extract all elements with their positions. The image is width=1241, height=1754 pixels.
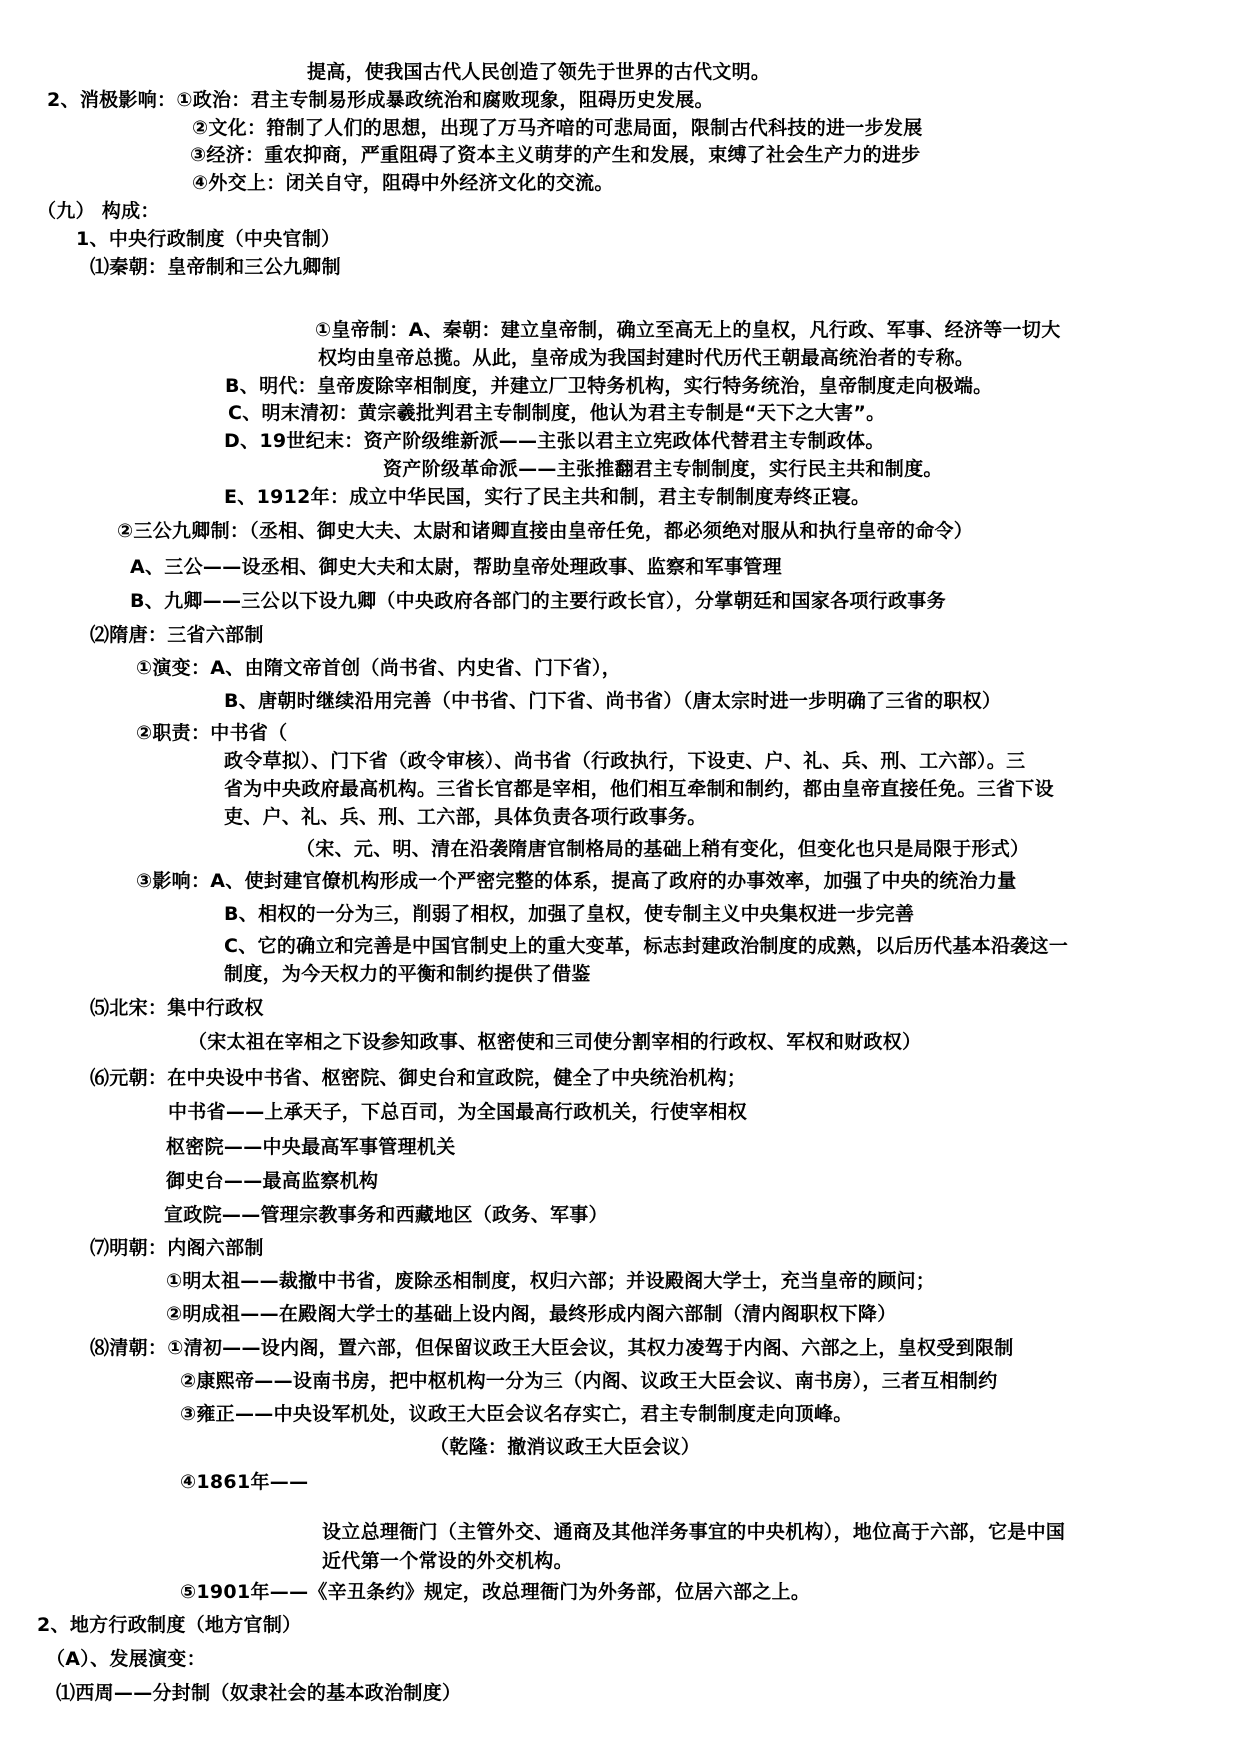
text-line: ④1861年—— <box>180 1471 309 1493</box>
text-line: 设立总理衙门（主管外交、通商及其他洋务事宜的中央机构），地位高于六部，它是中国 <box>322 1521 1066 1543</box>
text-line: （宋太祖在宰相之下设参知政事、枢密使和三司使分割宰相的行政权、军权和财政权） <box>188 1031 922 1053</box>
text-line: D、19世纪末：资产阶级维新派——主张以君主立宪政体代替君主专制政体。 <box>224 430 885 452</box>
text-line: （A）、发展演变： <box>46 1648 206 1670</box>
text-line: （乾隆：撤消议政王大臣会议） <box>430 1436 701 1458</box>
text-line: ②康熙帝——设南书房，把中枢机构一分为三（内阁、议政王大臣会议、南书房），三者互相制约 <box>180 1370 998 1392</box>
text-line: C、它的确立和完善是中国官制史上的重大变革，标志封建政治制度的成熟，以后历代基本沿袭这一 <box>224 935 1069 957</box>
text-line: C、明末清初：黄宗羲批判君主专制制度，他认为君主专制是“天下之大害”。 <box>228 402 886 424</box>
text-line: 权均由皇帝总揽。从此，皇帝成为我国封建时代历代王朝最高统治者的专称。 <box>318 347 975 369</box>
text-line: ②三公九卿制：（丞相、御史大夫、太尉和诸卿直接由皇帝任免，都必须绝对服从和执行皇帝的命令） <box>117 520 974 542</box>
text-line: ①明太祖——裁撤中书省，废除丞相制度，权归六部；并设殿阁大学士，充当皇帝的顾问； <box>166 1270 936 1292</box>
text-line: 宣政院——管理宗教事务和西藏地区（政务、军事） <box>164 1204 608 1226</box>
text-line: 省为中央政府最高机构。三省长官都是宰相，他们相互牵制和制约，都由皇帝直接任免。三省下设 <box>224 778 1054 800</box>
text-line: E、1912年：成立中华民国，实行了民主共和制，君主专制制度寿终正寝。 <box>224 486 871 508</box>
text-line: 枢密院——中央最高军事管理机关 <box>166 1136 456 1158</box>
text-line: 吏、户、礼、兵、刑、工六部，具体负责各项行政事务。 <box>224 806 707 828</box>
text-line: 中书省——上承天子，下总百司，为全国最高行政机关，行使宰相权 <box>168 1101 748 1123</box>
text-line: B、唐朝时继续沿用完善（中书省、门下省、尚书省）（唐太宗时进一步明确了三省的职权） <box>224 690 1002 712</box>
text-line: ②明成祖——在殿阁大学士的基础上设内阁，最终形成内阁六部制（清内阁职权下降） <box>166 1303 897 1325</box>
text-line: 政令草拟）、门下省（政令审核）、尚书省（行政执行，下设吏、户、礼、兵、刑、工六部）。三 <box>224 750 1026 772</box>
text-line: ⑹元朝：在中央设中书省、枢密院、御史台和宣政院，健全了中央统治机构； <box>90 1067 747 1089</box>
text-line: ②文化：箝制了人们的思想，出现了万马齐喑的可悲局面，限制古代科技的进一步发展 <box>192 117 923 139</box>
text-line: ③经济：重农抑商，严重阻碍了资本主义萌芽的产生和发展，束缚了社会生产力的进步 <box>190 144 921 166</box>
text-line: 2、消极影响：①政治：君主专制易形成暴政统治和腐败现象，阻碍历史发展。 <box>47 89 714 111</box>
text-line: B、九卿——三公以下设九卿（中央政府各部门的主要行政长官），分掌朝廷和国家各项行政事务 <box>130 590 946 612</box>
text-line: 提高，使我国古代人民创造了领先于世界的古代文明。 <box>307 61 771 83</box>
text-line: 1、中央行政制度（中央官制） <box>76 228 341 250</box>
text-line: ③雍正——中央设军机处，议政王大臣会议名存实亡，君主专制制度走向顶峰。 <box>180 1403 853 1425</box>
text-line: ⑴西周——分封制（奴隶社会的基本政治制度） <box>56 1682 462 1704</box>
text-line: ⑤1901年——《辛丑条约》规定，改总理衙门为外务部，位居六部之上。 <box>180 1581 811 1603</box>
text-line: 制度，为今天权力的平衡和制约提供了借鉴 <box>224 963 591 985</box>
text-line: ③影响：A、使封建官僚机构形成一个严密完整的体系，提高了政府的办事效率，加强了中央的统治力量 <box>136 870 1017 892</box>
text-line: ⑵隋唐：三省六部制 <box>90 624 264 646</box>
text-line: （宋、元、明、清在沿袭隋唐官制格局的基础上稍有变化，但变化也只是局限于形式） <box>296 838 1030 860</box>
text-line: ⑸北宋：集中行政权 <box>90 997 264 1019</box>
text-line: ⑺明朝：内阁六部制 <box>90 1237 264 1259</box>
text-line: ①演变：A、由隋文帝首创（尚书省、内史省、门下省）， <box>136 657 622 679</box>
text-line: B、明代：皇帝废除宰相制度，并建立厂卫特务机构，实行特务统治，皇帝制度走向极端。 <box>225 375 993 397</box>
text-line: ④外交上：闭关自守，阻碍中外经济文化的交流。 <box>192 172 614 194</box>
text-line: 近代第一个常设的外交机构。 <box>322 1550 573 1572</box>
text-line: 御史台——最高监察机构 <box>166 1170 379 1192</box>
section-heading: 2、地方行政制度（地方官制） <box>37 1614 302 1636</box>
text-line: ①皇帝制：A、秦朝：建立皇帝制，确立至高无上的皇权，凡行政、军事、经济等一切大 <box>315 319 1061 341</box>
text-line: 资产阶级革命派——主张推翻君主专制制度，实行民主共和制度。 <box>383 458 943 480</box>
text-line: B、相权的一分为三，削弱了相权，加强了皇权，使专制主义中央集权进一步完善 <box>224 903 915 925</box>
text-line: ⑴秦朝：皇帝制和三公九卿制 <box>90 256 341 278</box>
section-heading: （九） 构成： <box>37 200 160 222</box>
text-line: A、三公——设丞相、御史大夫和太尉，帮助皇帝处理政事、监察和军事管理 <box>130 556 782 578</box>
text-line: ⑻清朝：①清初——设内阁，置六部，但保留议政王大臣会议，其权力凌驾于内阁、六部之上，皇权受到限制 <box>90 1337 1014 1359</box>
text-line: ②职责：中书省（ <box>136 722 288 744</box>
